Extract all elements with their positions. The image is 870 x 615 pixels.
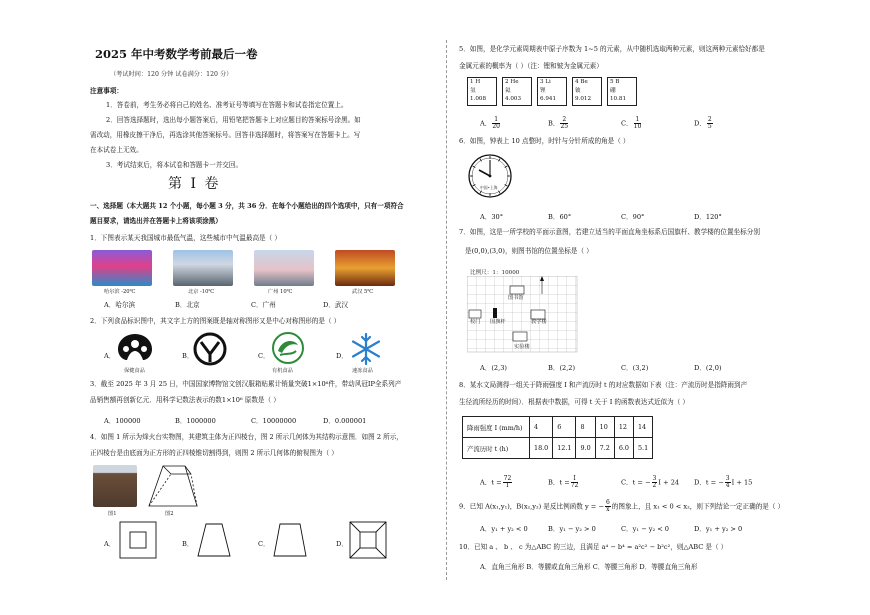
q3-option-a[interactable]: A．100000 [104, 417, 141, 425]
frustum-diagram [143, 462, 203, 510]
q5-option-b[interactable]: B． $\frac{2}{25}$ [548, 116, 569, 130]
q1-option-c[interactable]: C．广州 [251, 301, 276, 309]
q9-option-b[interactable]: B．y₁ − y₂ > 0 [548, 525, 596, 533]
q3-stem-2: 品销售额再创新亿元．用科学记数法表示的数1×10⁶ 原数是（ ） [90, 396, 280, 404]
q1-caption-2: 北京 -10℃ [188, 289, 215, 295]
q7-stem-2: 是(0,0),(3,0)，则图书馆的位置坐标是（ ） [465, 247, 593, 255]
q9-option-d[interactable]: D．y₁ + y₂ > 0 [694, 525, 743, 533]
guangzhou-photo [254, 250, 314, 286]
q5-option-c[interactable]: C． $\frac{1}{10}$ [621, 116, 642, 130]
q8-option-a[interactable]: A．t = $\frac{72}{I}$ [480, 475, 512, 489]
map-label-flagpole: 国旗杆 [490, 319, 506, 325]
map-scale: 比例尺：1：10000 [470, 270, 520, 276]
q8-option-b[interactable]: B．t = $\frac{I}{72}$ [548, 475, 579, 489]
map-label-library: 图书馆 [508, 295, 524, 301]
q8-option-d[interactable]: D．t = − $\frac{3}{4}$ I + 15 [694, 475, 753, 489]
q1-option-b[interactable]: B．北京 [175, 301, 200, 309]
q3-option-b[interactable]: B．1000000 [175, 417, 216, 425]
q2-option-b[interactable]: B． [182, 352, 194, 360]
q2-option-c[interactable]: C． [258, 352, 270, 360]
q5-option-a[interactable]: A． $\frac{1}{20}$ [480, 116, 500, 130]
periodic-elements [467, 77, 637, 106]
element-b: 5 B 硼 10.81 [607, 77, 637, 106]
note-2a: 2．回答选择题时，选出每小题答案后，用铅笔把答题卡上对应题目的答案标号涂黑。如 [106, 116, 361, 124]
column-divider [446, 40, 448, 580]
q10-stem: 10．已知 a 、 b 、 c 为△ABC 的三边，且满足 a⁴ − b⁴ = a²c² − b²c²，则△ABC 是（ ） [459, 543, 728, 551]
section-title: 第 I 卷 [168, 176, 221, 192]
section-intro-2: 题目要求，请选出并在答题卡上将该项涂黑） [90, 217, 222, 225]
q6-option-d[interactable]: D．120° [694, 213, 722, 221]
q1-caption-3: 广州 10℃ [268, 289, 293, 295]
q4-option-d[interactable]: D． [336, 540, 348, 548]
q4-stem-1: 4．如图 1 所示为烽火台实物图，其建筑主体为正四棱台，图 2 所示几何体为其结构示意图．如图 2 所示， [90, 433, 403, 441]
wuhan-photo [335, 250, 395, 286]
q1-caption-1: 哈尔滨 -20℃ [104, 289, 136, 295]
q4-option-c[interactable]: C． [258, 540, 270, 548]
q6-option-b[interactable]: B．60° [548, 213, 572, 221]
q4-option-b[interactable]: B． [182, 540, 194, 548]
q7-option-b[interactable]: B．(2,2) [548, 364, 576, 372]
q1-stem: 1．下图表示某天我国城市最低气温，这些城市中气温最高是（ ） [90, 234, 281, 242]
q9-option-a[interactable]: A．y₁ + y₂ < 0 [480, 525, 528, 533]
note-2c: 在本试卷上无效。 [90, 146, 143, 154]
clock-label: 中国•上海 [480, 185, 498, 190]
map-label-teaching-building: 教学楼 [531, 319, 547, 325]
element-li: 3 Li 锂 6.941 [537, 77, 567, 106]
note-1: 1．答卷前，考生务必将自己的姓名、准考证号等填写在答题卡和试卷指定位置上。 [106, 101, 348, 109]
beijing-photo [173, 250, 233, 286]
q4-stem-2: 正四棱台是由底面为正方形的正四棱锥切割得到，则图 2 所示几何体的俯视图为（ ） [90, 449, 338, 457]
exam-title: 2025 年中考数学考前最后一卷 [95, 47, 258, 61]
q1-option-a[interactable]: A．哈尔滨 [104, 301, 136, 309]
q2-option-a[interactable]: A． [104, 352, 116, 360]
map-label-lab-building: 实验楼 [514, 344, 530, 350]
q5-stem-2: 金属元素的概率为（ ）（注：锂和铍为金属元素） [459, 62, 603, 70]
q9-stem: 9．已知 A(x₁,y₁)，B(x₂,y₂) 是反比例函数 y = − $\frac{6}{x}$ 的图象上，且 x₁ < 0 < x₂，则下列结论一定正确的是（ ） [459, 499, 785, 513]
q4-view-a[interactable] [118, 520, 158, 560]
q8-option-c[interactable]: C．t = − $\frac{3}{2}$ I + 24 [621, 475, 680, 489]
map-label-gate: 校门 [470, 319, 481, 325]
table-row: 降雨强度 I (mm/h) 4 6 8 10 12 14 [463, 417, 653, 438]
exam-subtitle: （考试时间：120 分钟 试卷满分：120 分） [110, 71, 233, 78]
fig1-label: 图1 [108, 511, 117, 517]
note-3: 3．考试结束后，将本试卷和答题卡一并交回。 [106, 161, 243, 169]
q6-stem: 6．如图，钟表上 10 点整时，时针与分针所成的角是（ ） [459, 137, 630, 145]
q2-option-d[interactable]: D． [336, 352, 348, 360]
q2-caption-1: 保健食品 [124, 368, 145, 374]
notes-heading: 注意事项： [90, 87, 123, 95]
q4-view-d[interactable] [348, 520, 388, 560]
q1-caption-4: 武汉 5℃ [352, 289, 374, 295]
q5-option-d[interactable]: D． $\frac{2}{5}$ [694, 116, 712, 130]
element-be: 4 Be 铍 9.012 [572, 77, 602, 106]
q6-option-a[interactable]: A．30° [480, 213, 504, 221]
q3-option-d[interactable]: D．0.000001 [323, 417, 367, 425]
q7-option-c[interactable]: C．(3,2) [621, 364, 649, 372]
q3-stem-1: 3．截至 2025 年 3 月 25 日，中国国家博物馆文创汉服箱贴累计销量突破1×10⁶件，带动风冠IP全系列产 [90, 380, 402, 388]
q7-option-d[interactable]: D．(2,0) [694, 364, 722, 372]
harbin-photo [92, 250, 152, 286]
q5-stem-1: 5．如图，是化学元素周期表中原子序数为 1~5 的元素，从中随机选取两种元素，则这两种元素恰好都是 [459, 45, 765, 53]
snowflake-icon [349, 332, 383, 366]
q1-option-d[interactable]: D．武汉 [323, 301, 349, 309]
note-2b: 需改动，用橡皮擦干净后，再选涂其他答案标号。回答非选择题时，将答案写在答题卡上。写 [90, 131, 361, 139]
q6-option-c[interactable]: C．90° [621, 213, 645, 221]
rainfall-table [462, 416, 653, 459]
q4-view-b[interactable] [194, 520, 234, 560]
q9-option-c[interactable]: C．y₁ − y₂ < 0 [621, 525, 670, 533]
beacon-tower-photo [93, 465, 137, 507]
q7-option-a[interactable]: A．(2,3) [480, 364, 507, 372]
organic-food-icon [270, 331, 306, 365]
certified-food-icon [193, 332, 227, 366]
q7-stem-1: 7．如图，这是一所学校的平面示意图，若建立适当的平面直角坐标系后国旗杆、教学楼的位置坐标分别 [459, 228, 760, 236]
table-row: 产流历时 t (h) 18.0 12.1 9.0 7.2 6.0 5.1 [463, 438, 653, 459]
q3-option-c[interactable]: C．10000000 [251, 417, 297, 425]
q2-caption-3: 有机食品 [272, 368, 293, 374]
q2-stem: 2．下列食品标识图中，其文字上方的图案既是轴对称图形又是中心对称图形的是（ ） [90, 317, 341, 325]
element-he: 2 He 氦 4.003 [502, 77, 532, 106]
q4-option-a[interactable]: A． [104, 540, 116, 548]
q2-caption-4: 速冻食品 [352, 368, 373, 374]
clock-diagram [466, 152, 516, 204]
element-h: 1 H 氢 1.008 [467, 77, 497, 106]
q8-stem-2: 生径流所经历的时间）．根据表中数据，可得 t 关于 I 的函数表达式近似为（ ） [459, 398, 690, 406]
health-food-icon [115, 332, 155, 366]
q4-view-c[interactable] [270, 520, 310, 560]
section-intro-1: 一、选择题（本大题共 12 个小题，每小题 3 分，共 36 分．在每个小题给出的四个选项中，只有一项符合 [90, 202, 404, 210]
fig2-label: 图2 [165, 511, 174, 517]
q8-stem-1: 8．某水文局测得一组关于降雨强度 I 和产流历时 t 的对应数据如下表（注：产流历时是指降雨到产 [459, 381, 748, 389]
q10-options[interactable]: A．直角三角形 B．等腰或直角三角形 C．等腰三角形 D．等腰直角三角形 [480, 563, 698, 571]
